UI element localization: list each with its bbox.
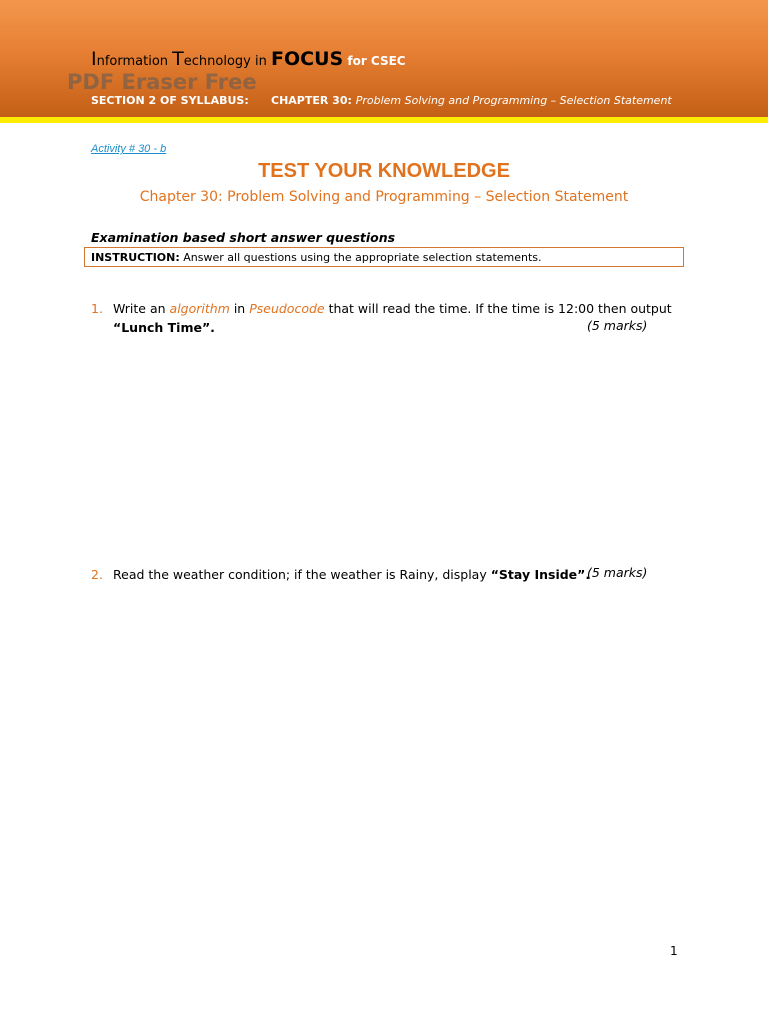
title-word-for-csec: for CSEC <box>343 54 406 68</box>
chapter-number: CHAPTER 30: <box>271 94 356 107</box>
keyword-algorithm: algorithm <box>169 301 230 316</box>
title-word-in: in <box>255 54 271 69</box>
keyword-pseudocode: Pseudocode <box>249 301 325 316</box>
activity-link[interactable]: Activity # 30 - b <box>91 143 167 155</box>
title-word-focus: FOCUS <box>271 48 344 70</box>
page-subtitle: Chapter 30: Problem Solving and Programming – Selection Statement <box>139 189 629 205</box>
question-2-marks: (5 marks) <box>587 565 648 580</box>
exam-heading: Examination based short answer questions <box>91 230 396 245</box>
document-header-band <box>0 0 768 117</box>
book-title <box>91 50 406 69</box>
question-text-part: Read the weather condition; if the weather is Rainy, display <box>113 567 491 582</box>
section-label: SECTION 2 OF SYLLABUS: <box>91 94 249 107</box>
chapter-title: Problem Solving and Programming – Selection Statement <box>355 94 672 107</box>
instruction-box <box>84 247 684 267</box>
page-number: 1 <box>670 944 678 958</box>
title-word-information: nformation <box>96 54 173 69</box>
expected-output: “Stay Inside”. <box>490 567 591 582</box>
question-text-part: in <box>229 301 250 316</box>
question-number: 2. <box>91 567 103 582</box>
header-divider <box>0 117 768 123</box>
instruction-label: INSTRUCTION: <box>91 251 180 264</box>
title-word-technology: echnology <box>183 54 256 69</box>
watermark: PDF Eraser Free <box>67 70 257 94</box>
question-1-marks: (5 marks) <box>587 318 648 333</box>
page-title: TEST YOUR KNOWLEDGE <box>258 160 510 182</box>
title-initial-t: T <box>172 48 184 70</box>
title-initial-i: I <box>91 48 97 70</box>
chapter-label <box>271 94 672 107</box>
expected-output: “Lunch Time”. <box>113 320 215 335</box>
instruction-text: Answer all questions using the appropriate selection statements. <box>179 251 542 264</box>
question-text-part: that will read the time. If the time is 12:00 then output <box>324 301 672 316</box>
question-number: 1. <box>91 301 103 316</box>
question-text-part: Write an <box>113 301 170 316</box>
